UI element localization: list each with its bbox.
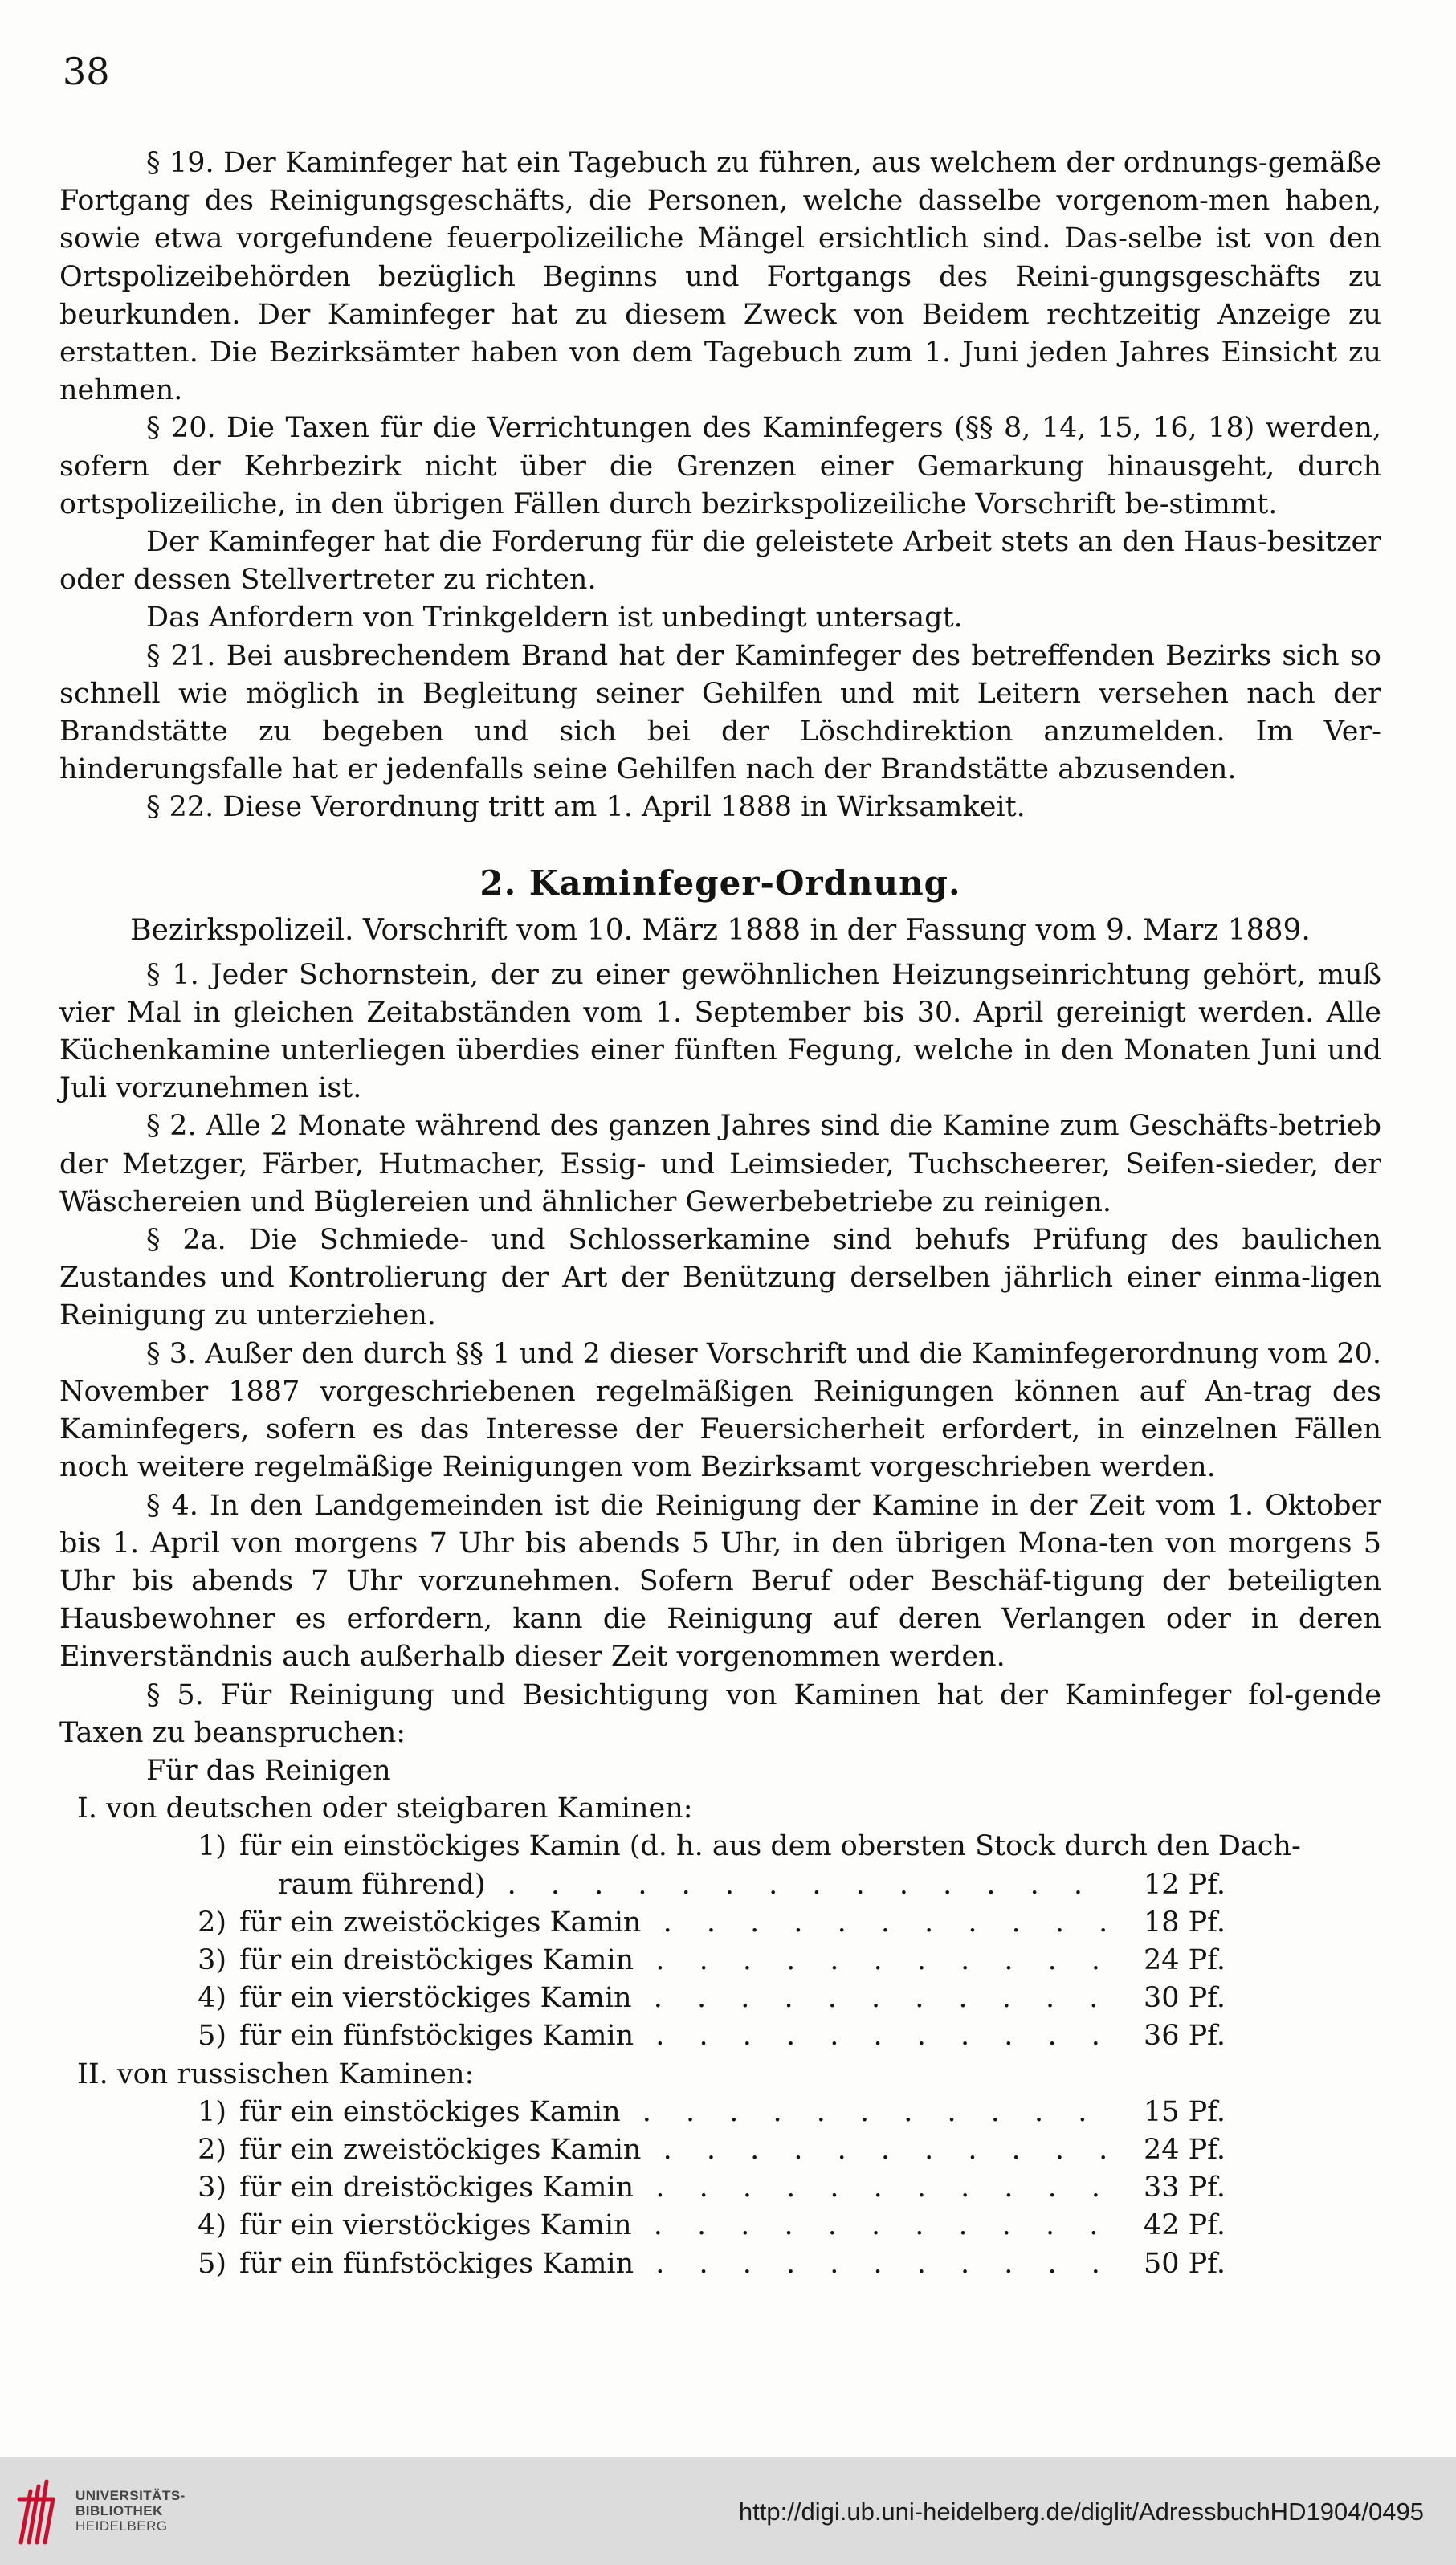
- paragraph-3: § 3. Außer den durch §§ 1 und 2 dieser Vorschrift und die Kaminfegerordnung vom 20. November 1887 vorgeschriebenen regelmäßigen Reinigungen können auf An-trag des Kaminfegers, sofern es das Interesse der Feuersicherheit erfordert, in einzelnen Fällen noch weitere regelmäßige Reinigungen vom Bezirksamt vorgeschrieben werden.: [59, 1337, 1381, 1484]
- tariff-item-number: 2): [198, 2133, 226, 2166]
- tariff-item-number: 3): [198, 1943, 226, 1976]
- section-20-paragraph-2: Der Kaminfeger hat die Forderung für die geleistete Arbeit stets an den Haus-besitzer oder dessen Stellvertreter zu richten.: [59, 526, 1381, 597]
- tariff-item-price: 24 Pf.: [1143, 1943, 1226, 1976]
- paragraph-5: § 5. Für Reinigung und Besichtigung von Kaminen hat der Kaminfeger fol-gende Taxen zu beanspruchen:: [59, 1678, 1381, 1749]
- tariff-item-number: 4): [198, 2209, 226, 2242]
- page-body: [59, 145, 1381, 2283]
- tariff-item-text: für ein dreistöckiges Kamin . . .: [226, 2169, 1105, 2207]
- section-19: § 19. Der Kaminfeger hat ein Tagebuch zu führen, aus welchem der ordnungs-gemäße Fortgang des Reinigungsgeschäfts, die Personen, welche dasselbe vorgenom-men haben, sowie etwa vorgefundene feuerpolizeiliche Mängel ersichtlich sind. Das-selbe ist von den Ortspolizeibehörden bezüglich Beginns und Fortgangs des Reini-gungsgeschäfts zu beurkunden. Der Kaminfeger hat zu diesem Zweck von Beidem rechtzeitig Anzeige zu erstatten. Die Bezirksämter haben von dem Tagebuch zum 1. Juni jeden Jahres Einsicht zu nehmen.: [59, 147, 1381, 407]
- list-item: [165, 2169, 1226, 2207]
- library-logo-icon: [16, 2475, 58, 2547]
- tariff-item-price: 12 Pf.: [1143, 1868, 1226, 1901]
- tariff-item-text: für ein fünfstöckiges Kamin . . .: [226, 2017, 1105, 2055]
- paragraph-2: § 2. Alle 2 Monate während des ganzen Jahres sind die Kamine zum Geschäfts-betrieb der Metzger, Färber, Hutmacher, Essig- und Leimsieder, Tuchscheerer, Seifen-sieder, der Wäschereien und Büglereien und ähnlicher Gewerbebetriebe zu reinigen.: [59, 1110, 1381, 1218]
- paragraph-1: § 1. Jeder Schornstein, der zu einer gewöhnlichen Heizungseinrichtung gehört, muß vier Mal in gleichen Zeitabständen vom 1. September bis 30. April gereinigt werden. Alle Küchenkamine unterliegen überdies einer fünften Fegung, welche in den Monaten Juni und Juli vorzunehmen ist.: [59, 958, 1381, 1105]
- tariff-item-text: für ein vierstöckiges Kamin . . .: [226, 1980, 1105, 2017]
- tariff-group-1-list: [59, 1904, 1381, 2056]
- tariff-item-price: 36 Pf.: [1143, 2020, 1226, 2053]
- tariff-item-number: 5): [198, 2020, 226, 2053]
- list-item: [165, 2207, 1226, 2245]
- tariff-item-number: 4): [198, 1982, 226, 2015]
- tariff-item-price: 42 Pf.: [1143, 2209, 1226, 2242]
- tariff-intro: Für das Reinigen: [146, 1754, 391, 1787]
- tariff-item-text: für ein vierstöckiges Kamin . . .: [226, 2207, 1105, 2245]
- paragraph-4: § 4. In den Landgemeinden ist die Reinigung der Kamine in der Zeit vom 1. Oktober bis 1. April von morgens 7 Uhr bis abends 5 Uhr, in den übrigen Mona-ten von morgens 5 Uhr bis abends 7 Uhr vorzunehmen. Sofern Beruf oder Beschäf-tigung der beteiligten Hausbewohner es erfordern, kann die Reinigung auf deren Verlangen oder in deren Einverständnis auch außerhalb dieser Zeit vorgenommen werden.: [59, 1489, 1381, 1674]
- paragraph-2a: § 2a. Die Schmiede- und Schlosserkamine sind behufs Prüfung des baulichen Zustandes und Kontrolierung der Art der Benützung derselben jährlich einer einma-ligen Reinigung zu unterziehen.: [59, 1224, 1381, 1332]
- tariff-group-2-label: II. von russischen Kaminen:: [77, 2057, 475, 2090]
- section-heading: 2. Kaminfeger-Ordnung.: [479, 862, 961, 903]
- tariff-item-text: für ein fünfstöckiges Kamin . . .: [226, 2245, 1105, 2283]
- tariff-item-price: 50 Pf.: [1143, 2247, 1226, 2280]
- page-number: 38: [63, 50, 110, 93]
- tariff-item-price: 30 Pf.: [1143, 1982, 1226, 2015]
- tariff-item-text: für ein einstöckiges Kamin . . .: [226, 2094, 1105, 2131]
- section-20-paragraph-3: Das Anfordern von Trinkgeldern ist unbedingt untersagt.: [146, 601, 963, 634]
- library-footer: [0, 2457, 1456, 2565]
- list-item: [165, 2017, 1226, 2055]
- list-item: [165, 2245, 1226, 2283]
- tariff-item-text: für ein zweistöckiges Kamin . . .: [226, 2131, 1105, 2169]
- list-item: [165, 1942, 1226, 1980]
- library-name-line-1: UNIVERSITÄTS-: [75, 2488, 186, 2503]
- list-item: [165, 1980, 1226, 2017]
- tariff-item-number: 5): [198, 2247, 226, 2280]
- library-name-line-3: HEIDELBERG: [75, 2518, 168, 2534]
- tariff-item-text: für ein dreistöckiges Kamin . . .: [226, 1942, 1105, 1980]
- list-item: [165, 1904, 1226, 1942]
- section-22: § 22. Diese Verordnung tritt am 1. April 1888 in Wirksamkeit.: [146, 791, 1026, 824]
- tariff-group-2-list: [59, 2094, 1381, 2283]
- list-item: [165, 2131, 1226, 2169]
- library-name: [75, 2488, 186, 2534]
- tariff-item-price: 24 Pf.: [1143, 2133, 1226, 2166]
- tariff-item-text-continued: raum führend) . . .: [226, 1866, 1105, 1904]
- section-subheading: Bezirkspolizeil. Vorschrift vom 10. März 1888 in der Fassung vom 9. Marz 1889.: [130, 913, 1311, 947]
- tariff-item-1-1: [165, 1828, 1442, 1903]
- tariff-item-number: 1): [198, 1830, 226, 1863]
- tariff-group-1-label: I. von deutschen oder steigbaren Kaminen:: [77, 1792, 693, 1825]
- tariff-item-text: für ein einstöckiges Kamin (d. h. aus dem obersten Stock durch den Dach-: [239, 1830, 1301, 1863]
- tariff-item-price: 15 Pf.: [1143, 2095, 1226, 2128]
- source-url[interactable]: http://digi.ub.uni-heidelberg.de/diglit/AdressbuchHD1904/0495: [738, 2498, 1424, 2526]
- tariff-item-number: 3): [198, 2171, 226, 2204]
- library-name-line-2: BIBLIOTHEK: [75, 2503, 163, 2518]
- tariff-item-text: für ein zweistöckiges Kamin . . .: [226, 1904, 1105, 1942]
- section-21: § 21. Bei ausbrechendem Brand hat der Kaminfeger des betreffenden Bezirks sich so schnell wie möglich in Begleitung seiner Gehilfen und mit Leitern versehen nach der Brandstätte zu begeben und sich bei der Löschdirektion anzumelden. Im Ver-hinderungsfalle hat er jedenfalls seine Gehilfen nach der Brandstätte abzusenden.: [59, 639, 1381, 786]
- tariff-item-price: 18 Pf.: [1143, 1906, 1226, 1939]
- tariff-item-price: 33 Pf.: [1143, 2171, 1226, 2204]
- tariff-item-number: 2): [198, 1906, 226, 1939]
- list-item: [165, 2094, 1226, 2131]
- section-20: § 20. Die Taxen für die Verrichtungen des Kaminfegers (§§ 8, 14, 15, 16, 18) werden, sofern der Kehrbezirk nicht über die Grenzen einer Gemarkung hinausgeht, durch ortspolizeiliche, in den übrigen Fällen durch bezirkspolizeiliche Vorschrift be-stimmt.: [59, 412, 1381, 520]
- tariff-item-number: 1): [198, 2095, 226, 2128]
